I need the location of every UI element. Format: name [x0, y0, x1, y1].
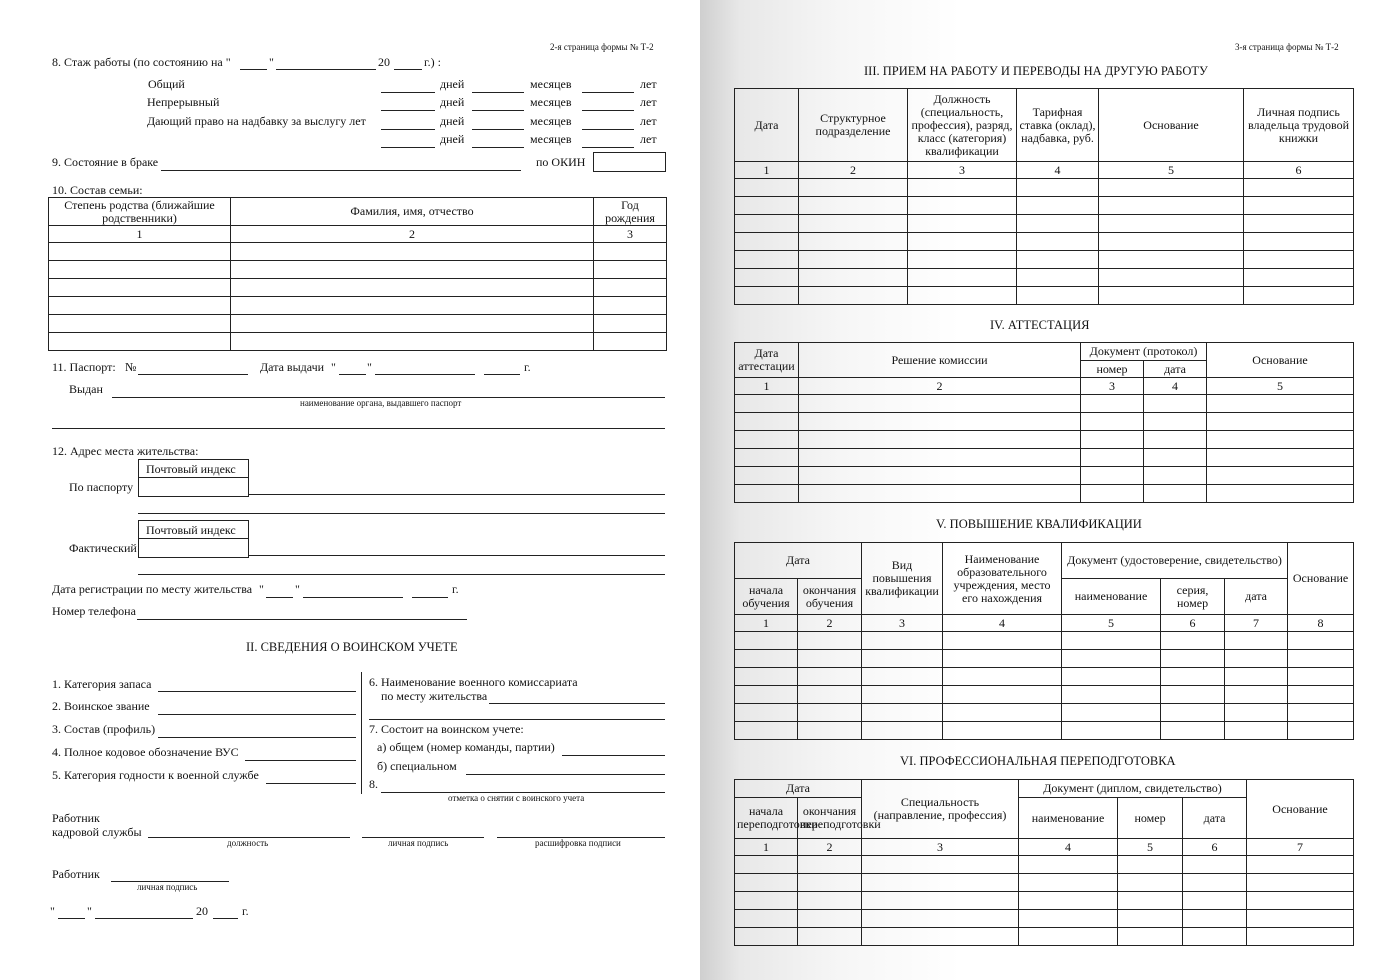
sign-day-field[interactable] [58, 918, 85, 919]
table-row[interactable] [735, 485, 1354, 503]
address-passport-field[interactable] [248, 494, 665, 495]
table-row[interactable] [735, 632, 1354, 650]
composition-label: 3. Состав (профиль) [52, 722, 156, 736]
work-experience-title: 8. Стаж работы (по состоянию на " [52, 55, 231, 69]
experience-continuous-label: Непрерывный [147, 95, 220, 109]
reg-month-field[interactable] [303, 597, 403, 598]
table-row[interactable] [49, 333, 667, 351]
general-registration-label: а) общем (номер команды, партии) [377, 740, 555, 754]
table-row[interactable] [735, 874, 1354, 892]
address-title: 12. Адрес места жительства: [52, 444, 199, 458]
table-row[interactable] [49, 243, 667, 261]
passport-number-field[interactable] [138, 374, 248, 375]
issue-year-field[interactable] [484, 374, 520, 375]
days-field[interactable] [381, 129, 435, 130]
vus-code-label: 4. Полное кодовое обозначение ВУС [52, 745, 239, 759]
phone-label: Номер телефона [52, 604, 136, 618]
retraining-table: Дата Специальность (направление, профессия) Документ (диплом, свидетельство) Основание начала переподготовки окончания переподготовки наименование номер дата 1 2 3 4 5 6 7 [734, 779, 1354, 946]
years-field[interactable] [582, 110, 634, 111]
okin-label: по ОКИН [536, 155, 586, 169]
special-registration-field[interactable] [466, 774, 665, 775]
okin-code-box[interactable] [593, 152, 666, 172]
sign-month-field[interactable] [95, 918, 193, 919]
item8-label: 8. [369, 777, 378, 791]
military-rank-label: 2. Воинское звание [52, 699, 150, 713]
vus-code-field[interactable] [245, 760, 356, 761]
table-row[interactable] [735, 449, 1354, 467]
reg-year-field[interactable] [412, 597, 448, 598]
form-page-3 [700, 0, 1399, 980]
months-field[interactable] [472, 129, 524, 130]
table-row[interactable] [735, 197, 1354, 215]
years-field[interactable] [582, 147, 634, 148]
table-row[interactable] [735, 395, 1354, 413]
table-row[interactable] [735, 668, 1354, 686]
commissariat-label: 6. Наименование военного комиссариата [369, 675, 578, 689]
table-row[interactable] [735, 179, 1354, 197]
table-row[interactable] [735, 892, 1354, 910]
days-field[interactable] [381, 92, 435, 93]
table-row[interactable] [735, 467, 1354, 485]
marital-status-field[interactable] [161, 170, 521, 171]
registered-label: 7. Состоит на воинском учете: [369, 722, 524, 736]
composition-field[interactable] [158, 737, 356, 738]
page-header: 2-я страница формы № Т-2 [550, 42, 654, 52]
page-header: 3-я страница формы № Т-2 [1235, 42, 1339, 52]
section-5-title: V. ПОВЫШЕНИЕ КВАЛИФИКАЦИИ [936, 517, 1142, 531]
years-field[interactable] [582, 92, 634, 93]
table-row[interactable] [735, 722, 1354, 740]
section-3-title: III. ПРИЕМ НА РАБОТУ И ПЕРЕВОДЫ НА ДРУГУЮ РАБОТУ [864, 64, 1208, 78]
family-table: Степень родства (ближайшие родственники) Фамилия, имя, отчество Год рождения 1 2 3 [48, 197, 667, 351]
year-field[interactable] [394, 69, 422, 70]
address-actual-field[interactable] [248, 555, 665, 556]
table-row[interactable] [735, 704, 1354, 722]
table-row[interactable] [49, 315, 667, 333]
day-field[interactable] [240, 69, 267, 70]
months-field[interactable] [472, 92, 524, 93]
reg-day-field[interactable] [266, 597, 293, 598]
table-row[interactable] [735, 215, 1354, 233]
by-passport-label: По паспорту [69, 480, 134, 494]
address-actual-field-2[interactable] [138, 574, 665, 575]
days-field[interactable] [381, 147, 435, 148]
marital-status-label: 9. Состояние в браке [52, 155, 159, 169]
table-row[interactable] [49, 297, 667, 315]
address-passport-field-2[interactable] [138, 513, 665, 514]
issued-by-label: Выдан [69, 382, 103, 396]
section-6-title: VI. ПРОФЕССИОНАЛЬНАЯ ПЕРЕПОДГОТОВКА [900, 754, 1176, 768]
section-4-title: IV. АТТЕСТАЦИЯ [990, 318, 1090, 332]
table-row[interactable] [49, 261, 667, 279]
form-page-2: 2-я страница формы № Т-2 8. Стаж работы (по состоянию на " " 20 г.) : Общий Непрерывный Дающий право на надбавку за выслугу лет дней месяцев лет дней месяцев лет дней месяцев лет дней месяцев лет 9. Состояние в браке по ОКИН 10. Состав семьи: Степень родства (ближайшие родственники) Фамилия, имя, отчество Год рождения 1 2 3 11. Паспорт: № Дата выдачи " " г. Выдан наименование органа, выдавшего паспорт 12. Адрес места жительства: Почтовый индекс По паспорту Почтовый индекс Фактический Дата регистрации по месту жительства " " г. Номер телефона II. СВЕДЕНИЯ О ВОИНСКОМ УЧЕТЕ 1. Категория запаса 2. Воинское звание 3. Состав (профиль) 4. Полное кодовое обозначение ВУС 5. Категория годности к военной службе 6. Наименование военного комиссариата по месту жительства 7. Состоит на воинском учете: а) общем (номер команды, партии) б) специальном 8. отметка о снятии с воинского учета Работник кадровой службы должность личная подпись расшифровка подписи Работник личная подпись " " 20 г. [0, 0, 700, 980]
commissariat-field-2[interactable] [369, 719, 665, 720]
military-rank-field[interactable] [158, 714, 356, 715]
military-title: II. СВЕДЕНИЯ О ВОИНСКОМ УЧЕТЕ [246, 640, 458, 654]
special-registration-label: б) специальном [377, 759, 457, 773]
table-row[interactable] [735, 233, 1354, 251]
experience-bonus-label: Дающий право на надбавку за выслугу лет [147, 114, 366, 128]
fitness-category-field[interactable] [266, 783, 356, 784]
family-title: 10. Состав семьи: [52, 183, 143, 197]
years-field[interactable] [582, 129, 634, 130]
issue-date-label: Дата выдачи [260, 360, 325, 374]
commissariat-field[interactable] [489, 703, 665, 704]
passport-label: 11. Паспорт: [52, 360, 116, 374]
fitness-category-label: 5. Категория годности к военной службе [52, 768, 259, 782]
actual-address-label: Фактический [69, 541, 137, 555]
table-row[interactable] [735, 928, 1354, 946]
worker-label: Работник [52, 867, 100, 881]
attestation-table: Дата аттестации Решение комиссии Документ (протокол) Основание номер дата 1 2 3 4 5 [734, 342, 1354, 503]
reserve-category-field[interactable] [158, 691, 356, 692]
days-field[interactable] [381, 110, 435, 111]
months-field[interactable] [472, 147, 524, 148]
months-field[interactable] [472, 110, 524, 111]
qualification-table: Дата Вид повышения квалификации Наименование образовательного учреждения, место его нахождения Документ (удостоверение, свидетельство) Основание начала обучения окончания обучения наименование серия, номер дата 1 2 3 4 5 6 7 8 [734, 542, 1354, 740]
reserve-category-label: 1. Категория запаса [52, 677, 152, 691]
table-row[interactable] [735, 650, 1354, 668]
table-row[interactable] [735, 686, 1354, 704]
sign-year-field[interactable] [213, 918, 238, 919]
phone-field[interactable] [137, 619, 467, 620]
table-row[interactable] [735, 269, 1354, 287]
general-registration-field[interactable] [562, 755, 665, 756]
hr-worker-label: Работник [52, 811, 100, 825]
issue-day-field[interactable] [339, 374, 366, 375]
table-row[interactable] [735, 431, 1354, 449]
issued-by-field-2[interactable] [52, 428, 665, 429]
month-field[interactable] [276, 69, 376, 70]
table-row[interactable] [735, 251, 1354, 269]
employment-table: Дата Структурное подразделение Должность (специальность, профессия), разряд, класс (категория) квалификации Тарифная ставка (оклад), надбавка, руб. Основание Личная подпись владельца трудовой книжки 1 2 3 4 5 6 [734, 88, 1354, 305]
registration-date-label: Дата регистрации по месту жительства [52, 582, 253, 596]
table-row[interactable] [735, 287, 1354, 305]
table-row[interactable] [49, 279, 667, 297]
experience-general-label: Общий [148, 77, 185, 91]
table-row[interactable] [735, 910, 1354, 928]
table-row[interactable] [735, 856, 1354, 874]
issue-month-field[interactable] [375, 374, 475, 375]
table-row[interactable] [735, 413, 1354, 431]
